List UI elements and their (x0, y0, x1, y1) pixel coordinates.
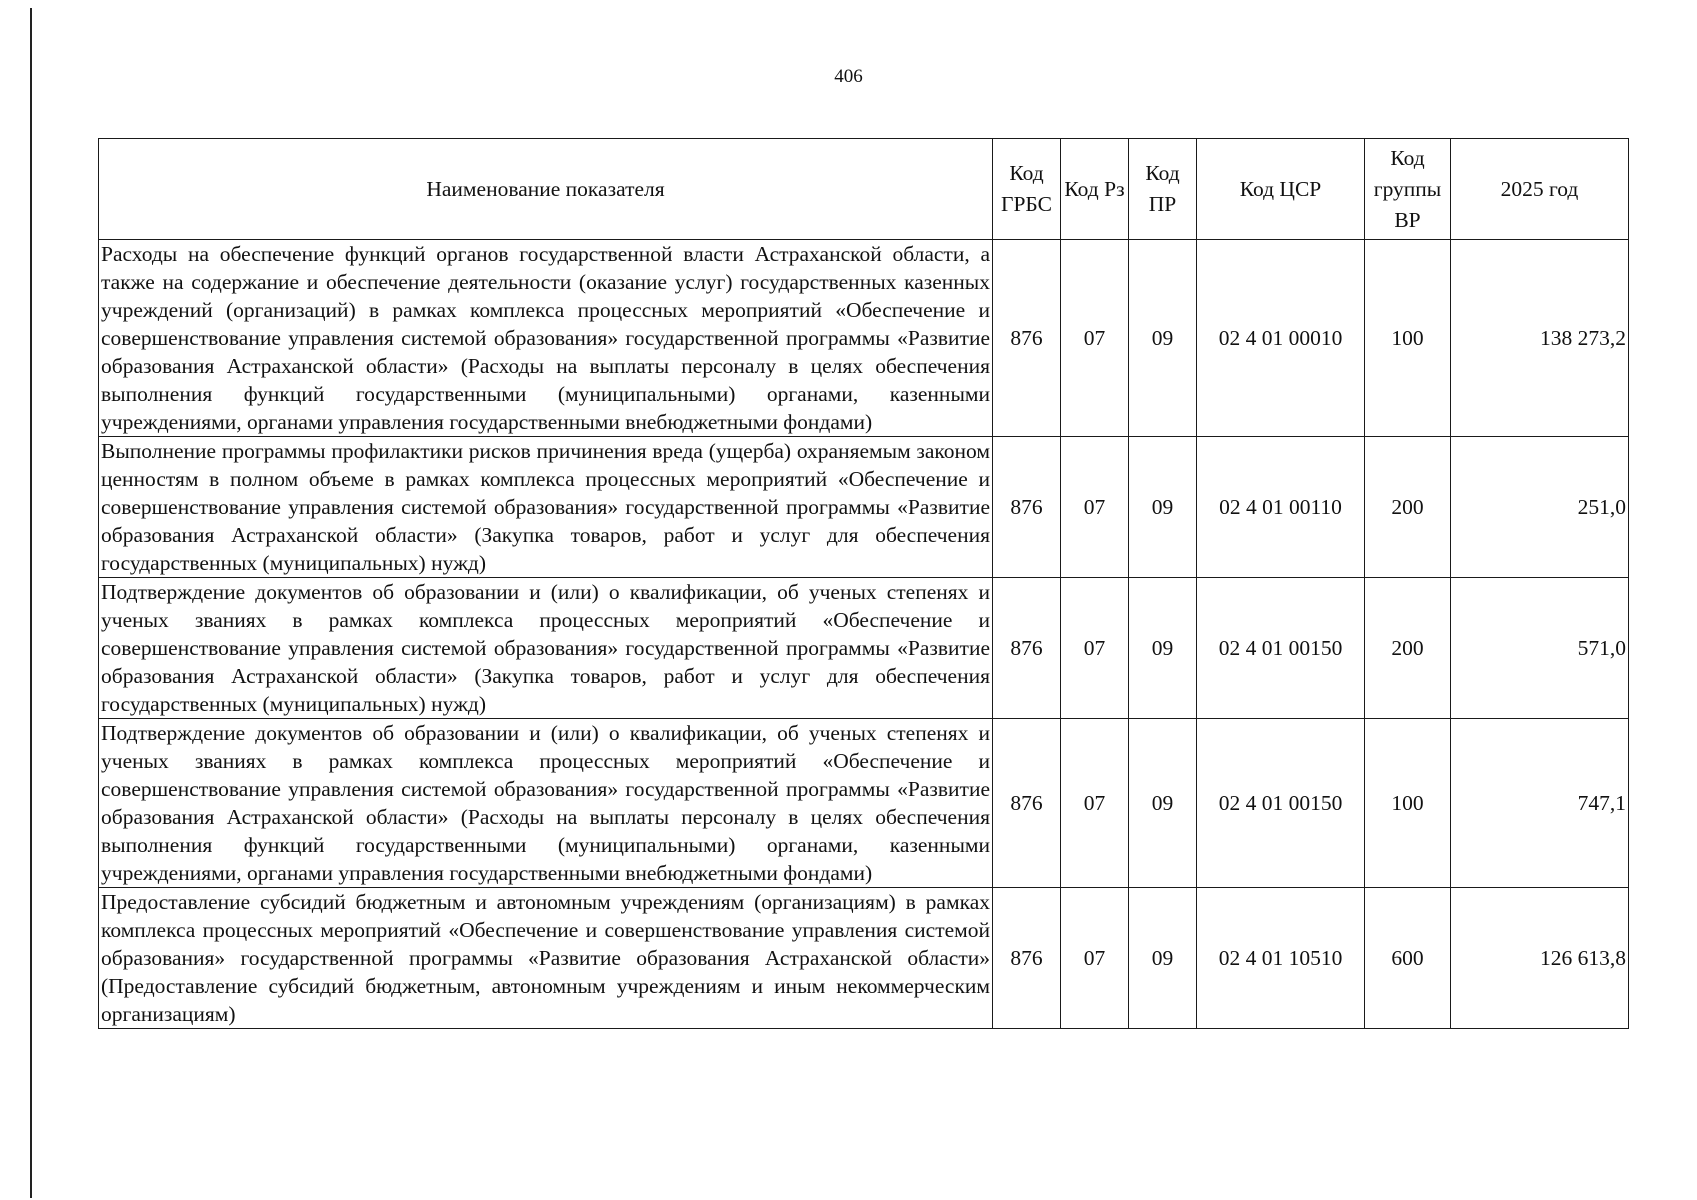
row-rz: 07 (1061, 437, 1129, 578)
row-csr: 02 4 01 00110 (1197, 437, 1365, 578)
row-amount: 747,1 (1451, 719, 1629, 888)
row-rz: 07 (1061, 888, 1129, 1029)
row-amount: 251,0 (1451, 437, 1629, 578)
row-csr: 02 4 01 10510 (1197, 888, 1365, 1029)
table-row (99, 437, 1629, 578)
header-csr: Код ЦСР (1197, 139, 1365, 240)
row-name: Подтверждение документов об образовании и (или) о квалификации, об ученых степенях и ученых званиях в рамках комплекса процессных мероприятий «Обеспечение и совершенствование управления системой образования» государственной программы «Развитие образования Астраханской области» (Расходы на выплаты персоналу в целях обеспечения выполнения функций государственными (муниципальными) органами, казенными учреждениями, органами управления государственными внебюджетными фондами) (99, 719, 993, 888)
row-amount: 571,0 (1451, 578, 1629, 719)
row-pr: 09 (1129, 437, 1197, 578)
row-name: Подтверждение документов об образовании и (или) о квалификации, об ученых степенях и ученых званиях в рамках комплекса процессных мероприятий «Обеспечение и совершенствование управления системой образования» государственной программы «Развитие образования Астраханской области» (Закупка товаров, работ и услуг для обеспечения государственных (муниципальных) нужд) (99, 578, 993, 719)
header-pr: Код ПР (1129, 139, 1197, 240)
row-vr: 200 (1365, 578, 1451, 719)
row-name: Предоставление субсидий бюджетным и автономным учреждениям (организациям) в рамках комплекса процессных мероприятий «Обеспечение и совершенствование управления системой образования» государственной программы «Развитие образования Астраханской области» (Предоставление субсидий бюджетным, автономным учреждениям и иным некоммерческим организациям) (99, 888, 993, 1029)
table-header-row (99, 139, 1629, 240)
row-grbs: 876 (993, 437, 1061, 578)
header-rz: Код Рз (1061, 139, 1129, 240)
row-pr: 09 (1129, 888, 1197, 1029)
table-row (99, 240, 1629, 437)
row-vr: 100 (1365, 719, 1451, 888)
row-amount: 126 613,8 (1451, 888, 1629, 1029)
row-vr: 600 (1365, 888, 1451, 1029)
row-grbs: 876 (993, 240, 1061, 437)
row-rz: 07 (1061, 578, 1129, 719)
row-csr: 02 4 01 00010 (1197, 240, 1365, 437)
row-rz: 07 (1061, 719, 1129, 888)
row-pr: 09 (1129, 719, 1197, 888)
row-rz: 07 (1061, 240, 1129, 437)
table-row (99, 719, 1629, 888)
page-number: 406 (834, 66, 863, 87)
row-pr: 09 (1129, 578, 1197, 719)
page-margin-rule (30, 8, 32, 1198)
table-row (99, 888, 1629, 1029)
header-year: 2025 год (1451, 139, 1629, 240)
row-grbs: 876 (993, 578, 1061, 719)
header-name: Наименование показателя (99, 139, 993, 240)
header-vr: Код группы ВР (1365, 139, 1451, 240)
row-amount: 138 273,2 (1451, 240, 1629, 437)
row-vr: 200 (1365, 437, 1451, 578)
table-row (99, 578, 1629, 719)
header-grbs: Код ГРБС (993, 139, 1061, 240)
row-grbs: 876 (993, 719, 1061, 888)
row-pr: 09 (1129, 240, 1197, 437)
row-csr: 02 4 01 00150 (1197, 719, 1365, 888)
row-csr: 02 4 01 00150 (1197, 578, 1365, 719)
row-grbs: 876 (993, 888, 1061, 1029)
row-vr: 100 (1365, 240, 1451, 437)
budget-table (98, 138, 1629, 1029)
row-name: Расходы на обеспечение функций органов государственной власти Астраханской области, а также на содержание и обеспечение деятельности (оказание услуг) государственных казенных учреждений (организаций) в рамках комплекса процессных мероприятий «Обеспечение и совершенствование управления системой образования» государственной программы «Развитие образования Астраханской области» (Расходы на выплаты персоналу в целях обеспечения выполнения функций государственными (муниципальными) органами, казенными учреждениями, органами управления государственными внебюджетными фондами) (99, 240, 993, 437)
row-name: Выполнение программы профилактики рисков причинения вреда (ущерба) охраняемым законом ценностям в полном объеме в рамках комплекса процессных мероприятий «Обеспечение и совершенствование управления системой образования» государственной программы «Развитие образования Астраханской области» (Закупка товаров, работ и услуг для обеспечения государственных (муниципальных) нужд) (99, 437, 993, 578)
